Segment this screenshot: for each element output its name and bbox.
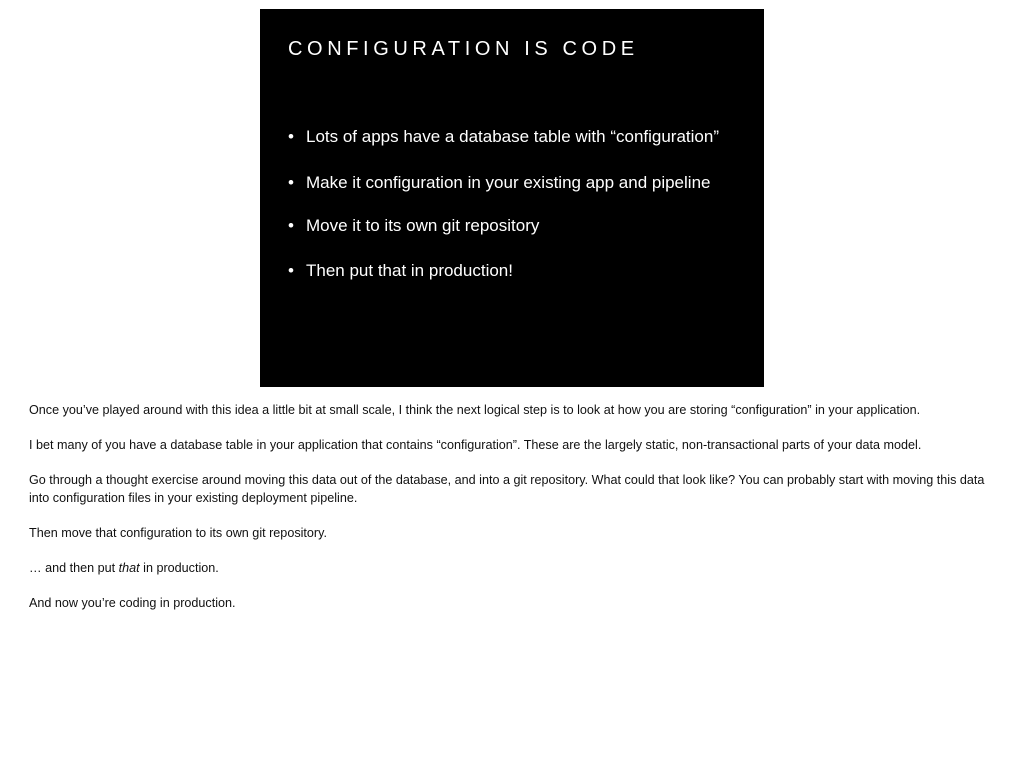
notes-paragraph: Once you’ve played around with this idea a little bit at small scale, I think the next logical step is to look at how you are storing “configuration” in your application.	[29, 403, 921, 417]
notes-paragraph: And now you’re coding in production.	[29, 596, 236, 610]
bullet-list	[288, 125, 748, 303]
notes-emphasis: that	[118, 561, 140, 575]
slide	[260, 9, 764, 387]
bullet-item	[288, 214, 748, 238]
notes-paragraph: Then move that configuration to its own git repository.	[29, 526, 327, 540]
bullet-marker: •	[288, 216, 294, 235]
notes-paragraph	[29, 559, 995, 577]
slide-title: CONFIGURATION IS CODE	[288, 38, 639, 60]
notes-text: … and then put	[29, 561, 119, 575]
bullet-marker: •	[288, 261, 294, 280]
bullet-text: Move it to its own git repository	[306, 216, 540, 235]
notes-text: in production.	[139, 561, 219, 575]
bullet-item	[288, 171, 748, 195]
bullet-marker: •	[288, 173, 294, 192]
bullet-text: Lots of apps have a database table with “configuration”	[306, 127, 719, 146]
speaker-notes	[29, 401, 995, 629]
bullet-marker: •	[288, 127, 294, 146]
notes-paragraph: Go through a thought exercise around moving this data out of the database, and into a git repository. What could that look like? You can probably start with moving this data into configuration files in your existing deployment pipeline.	[29, 473, 985, 505]
bullet-text: Make it configuration in your existing app and pipeline	[306, 173, 711, 192]
bullet-item	[288, 259, 748, 283]
notes-paragraph: I bet many of you have a database table in your application that contains “configuration”. These are the largely static, non-transactional parts of your data model.	[29, 438, 922, 452]
bullet-text: Then put that in production!	[306, 261, 513, 280]
bullet-item	[288, 125, 748, 149]
